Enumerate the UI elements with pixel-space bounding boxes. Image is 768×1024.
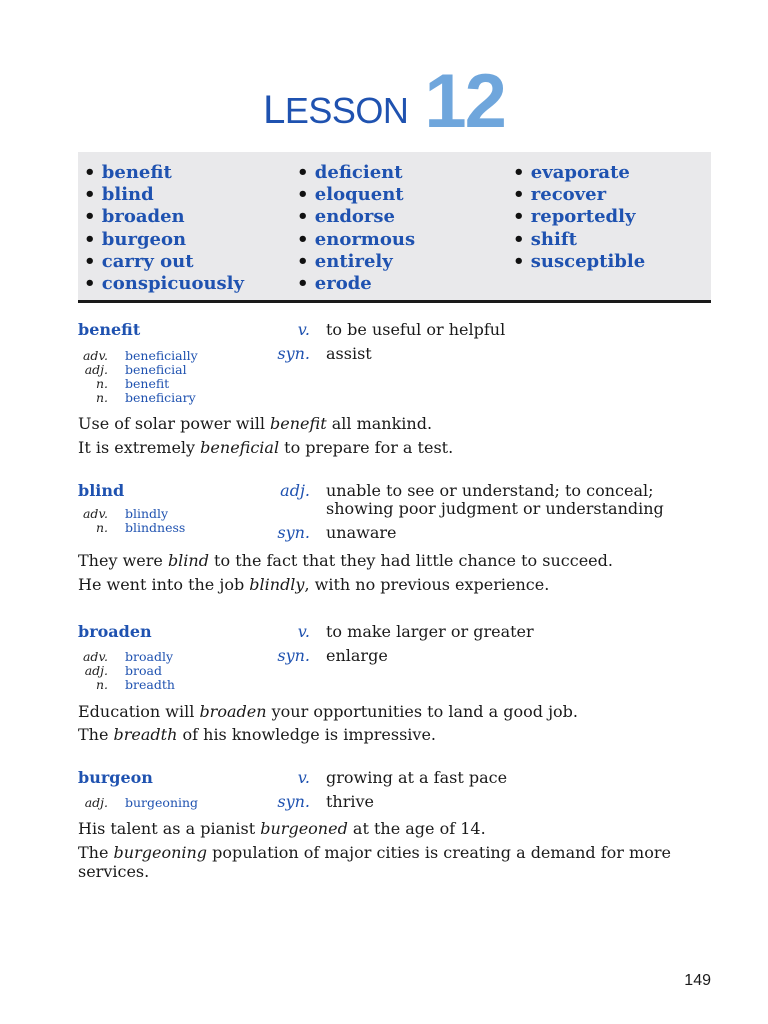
definition: to be useful or helpful bbox=[326, 320, 506, 339]
synonym-label: syn. bbox=[277, 344, 310, 363]
synonym: thrive bbox=[326, 792, 375, 811]
word-list-item: • recover bbox=[513, 184, 645, 206]
word-list-item: • reportedly bbox=[513, 206, 645, 228]
word-list-column-1 bbox=[84, 162, 244, 295]
word-list-item: • entirely bbox=[297, 251, 415, 273]
word-list-item: • broaden bbox=[84, 206, 244, 228]
word-list-item: • blind bbox=[84, 184, 244, 206]
headword: blind bbox=[78, 481, 125, 500]
word-list-item: • benefit bbox=[84, 162, 244, 184]
definition: unable to see or understand; to conceal; bbox=[326, 481, 654, 500]
definition-line-2: showing poor judgment or understanding bbox=[326, 499, 664, 518]
word-list-column-3 bbox=[513, 162, 645, 273]
example-sentence: His talent as a pianist burgeoned at the age of 14. bbox=[78, 819, 486, 838]
definition: to make larger or greater bbox=[326, 622, 534, 641]
word-list-item: • endorse bbox=[297, 206, 415, 228]
example-sentence: Education will broaden your opportunities to land a good job. bbox=[78, 702, 578, 721]
synonym-label: syn. bbox=[277, 646, 310, 665]
headword: broaden bbox=[78, 622, 152, 641]
example-sentence: The breadth of his knowledge is impressive. bbox=[78, 725, 436, 744]
word-list-item: • deficient bbox=[297, 162, 415, 184]
lesson-number: 12 bbox=[424, 59, 505, 144]
lesson-label: LESSON bbox=[263, 88, 409, 132]
word-list-item: • susceptible bbox=[513, 251, 645, 273]
example-sentence: Use of solar power will benefit all mankind. bbox=[78, 414, 433, 433]
word-list-item: • erode bbox=[297, 273, 415, 295]
example-sentence: It is extremely beneficial to prepare for a test. bbox=[78, 438, 454, 457]
lesson-title bbox=[0, 58, 768, 145]
synonym-label: syn. bbox=[277, 792, 310, 811]
word-list-column-2 bbox=[297, 162, 415, 295]
example-sentence: They were blind to the fact that they had little chance to succeed. bbox=[78, 551, 613, 570]
word-list-item: • eloquent bbox=[297, 184, 415, 206]
headword: burgeon bbox=[78, 768, 153, 787]
part-of-speech: v. bbox=[297, 320, 310, 339]
word-list-item: • shift bbox=[513, 229, 645, 251]
synonym: assist bbox=[326, 344, 372, 363]
synonym: enlarge bbox=[326, 646, 388, 665]
word-list-item: • carry out bbox=[84, 251, 244, 273]
word-list-item: • evaporate bbox=[513, 162, 645, 184]
definition: growing at a fast pace bbox=[326, 768, 508, 787]
part-of-speech: v. bbox=[297, 768, 310, 787]
headword: benefit bbox=[78, 320, 141, 339]
example-sentence: He went into the job blindly, with no previous experience. bbox=[78, 575, 550, 594]
part-of-speech: adj. bbox=[280, 481, 310, 500]
word-list-item: • burgeon bbox=[84, 229, 244, 251]
word-list-box bbox=[78, 152, 711, 303]
word-list-item: • enormous bbox=[297, 229, 415, 251]
synonym-label: syn. bbox=[277, 523, 310, 542]
part-of-speech: v. bbox=[297, 622, 310, 641]
word-list-item: • conspicuously bbox=[84, 273, 244, 295]
example-sentence: The burgeoning population of major cities is creating a demand for more services. bbox=[78, 843, 671, 881]
synonym: unaware bbox=[326, 523, 397, 542]
page-number: 149 bbox=[684, 972, 711, 989]
